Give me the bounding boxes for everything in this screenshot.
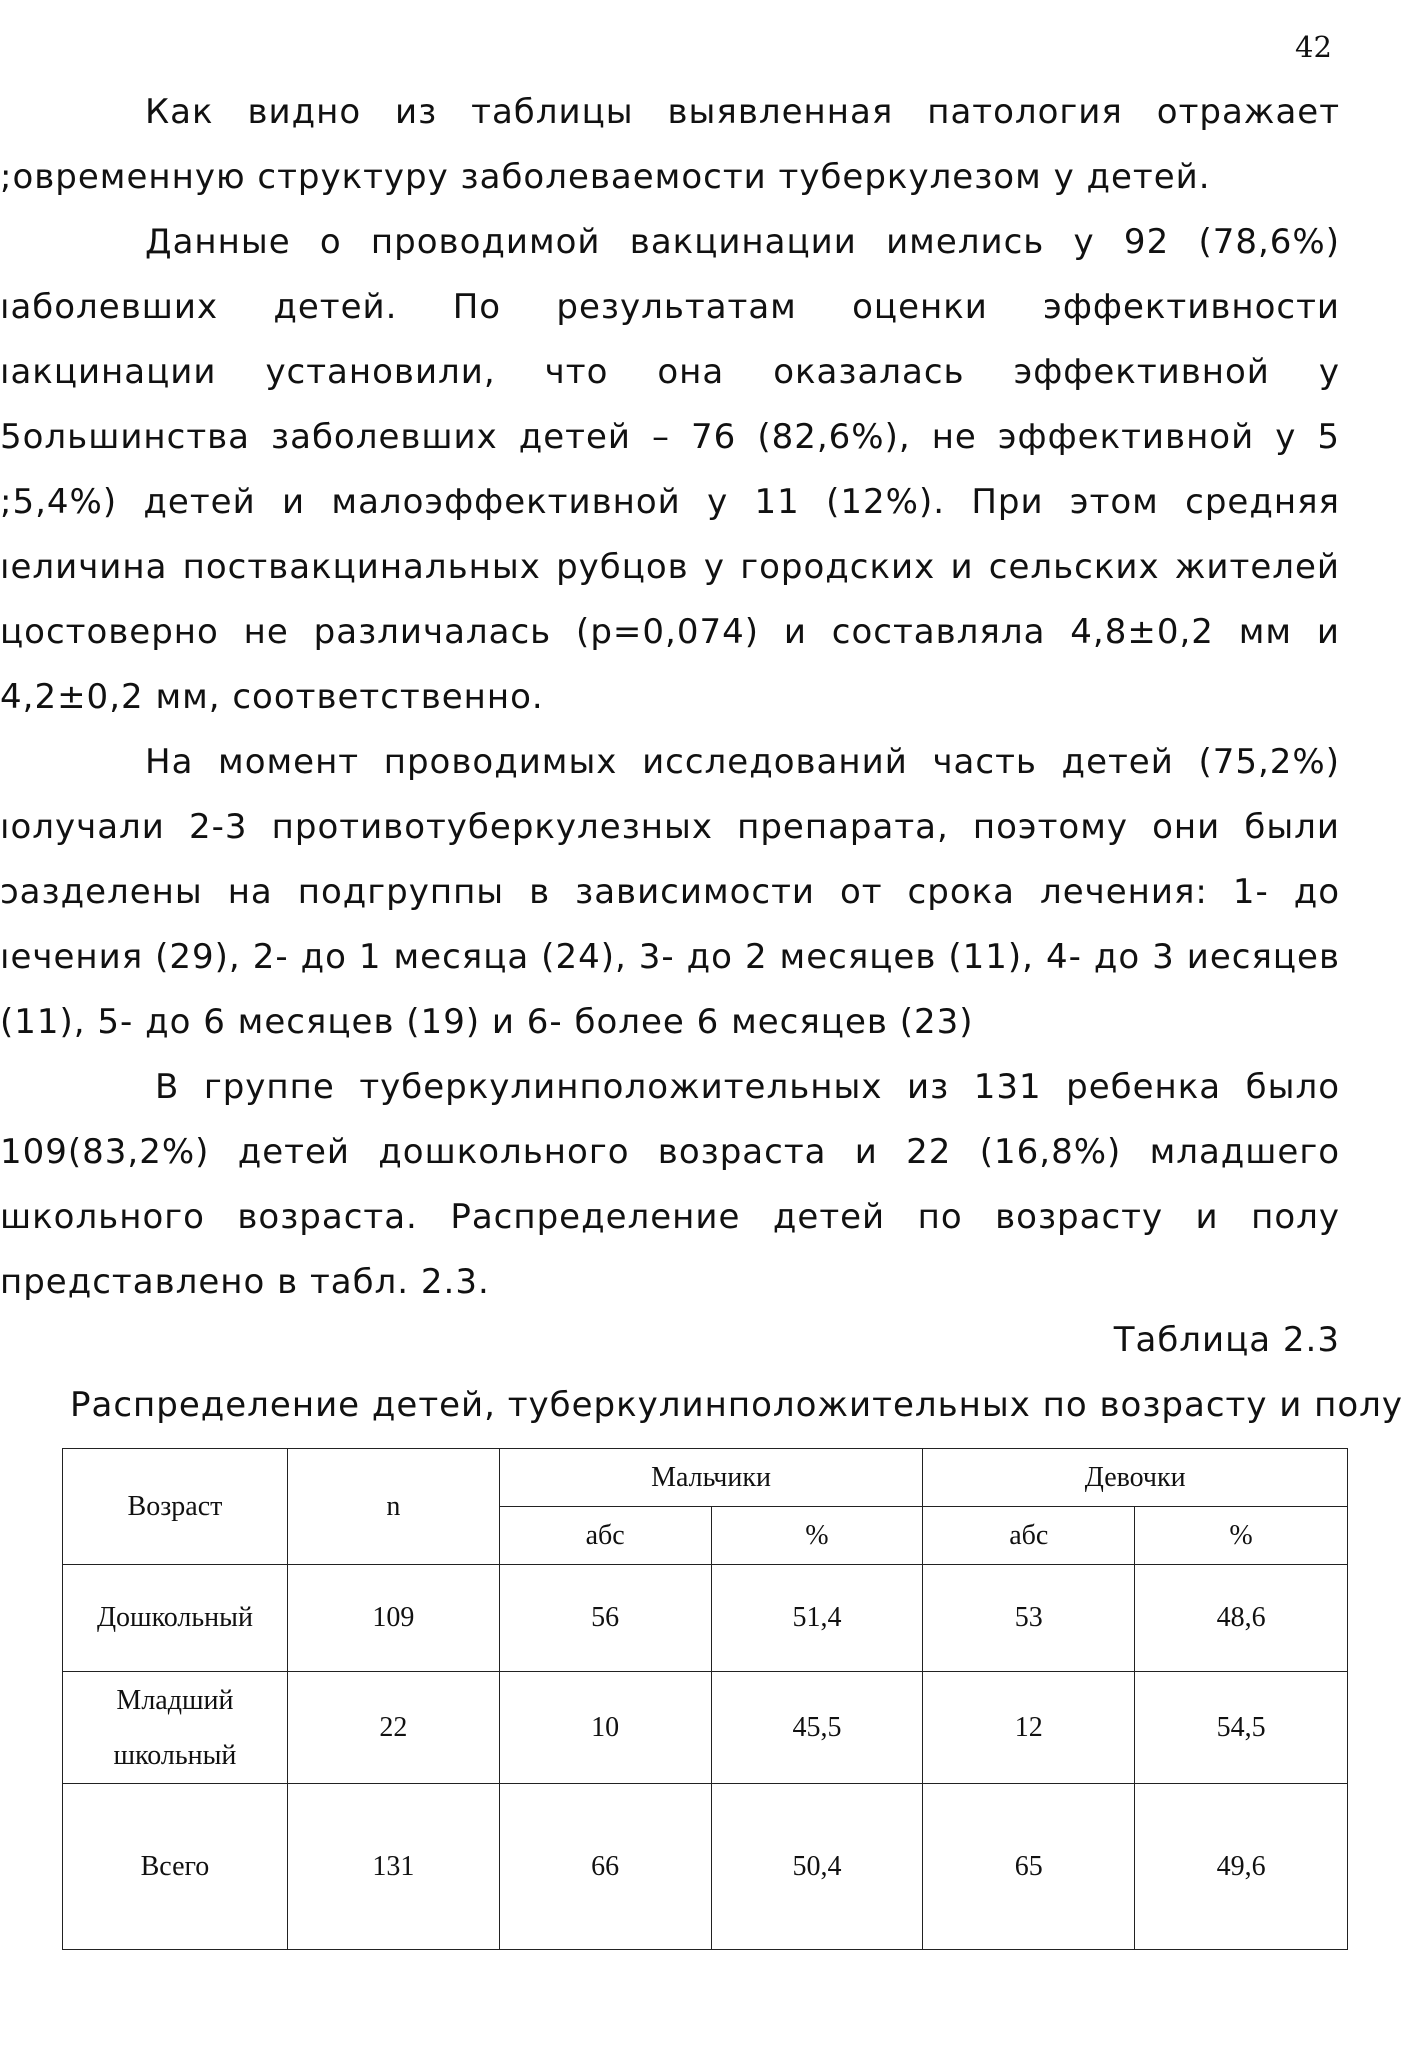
header-boys-pct: %	[711, 1507, 923, 1565]
table-number: Таблица 2.3	[1113, 1320, 1340, 1360]
table-row	[63, 1784, 1348, 1950]
header-boys-abs: абс	[499, 1507, 711, 1565]
table-row	[63, 1672, 1348, 1784]
data-table	[62, 1448, 1348, 1950]
cell-girls-abs: 12	[923, 1672, 1135, 1784]
cell-age: Дошкольный	[63, 1565, 288, 1672]
cell-boys-pct: 51,4	[711, 1565, 923, 1672]
paragraph-4: В группе туберкулинположительных из 131 ребенка было 109(83,2%) детей дошкольного возраста и 22 (16,8%) младшего школьного возраста. Распределение детей по возрасту и полу представлено в табл. 2.3.	[0, 1067, 1340, 1302]
cell-age-line1: Младший	[116, 1684, 234, 1716]
cell-boys-pct: 50,4	[711, 1784, 923, 1950]
table-title: Распределение детей, туберкулинположительных по возрасту и полу	[70, 1385, 1404, 1425]
cell-boys-abs: 56	[499, 1565, 711, 1672]
cell-girls-pct: 54,5	[1135, 1672, 1348, 1784]
header-age: Возраст	[63, 1449, 288, 1565]
body-text	[0, 80, 1340, 1315]
cell-n: 131	[287, 1784, 499, 1950]
cell-girls-pct: 48,6	[1135, 1565, 1348, 1672]
cell-age: Всего	[63, 1784, 288, 1950]
header-girls-pct: %	[1135, 1507, 1348, 1565]
table-row	[63, 1565, 1348, 1672]
paragraph-1: Как видно из таблицы выявленная патология отражает ;овременную структуру заболеваемости туберкулезом у детей.	[0, 92, 1340, 197]
page-number: 42	[1295, 30, 1332, 64]
cell-age-line2: школьный	[113, 1739, 237, 1771]
paragraph-2: Данные о проводимой вакцинации имелись у 92 (78,6%) ıаболевших детей. По результатам оценки эффективности ıакцинации установили, что она оказалась эффективной у 5ольшинства заболевших детей – 76 (82,6%), не эффективной у 5 ;5,4%) детей и малоэффективной у 11 (12%). При этом средняя ıеличина поствакцинальных рубцов у городских и сельских жителей цостоверно не различалась (р=0,074) и составляла 4,8±0,2 мм и 4,2±0,2 мм, соответственно.	[0, 222, 1340, 717]
header-girls-abs: абс	[923, 1507, 1135, 1565]
cell-n: 109	[287, 1565, 499, 1672]
cell-boys-abs: 10	[499, 1672, 711, 1784]
cell-boys-abs: 66	[499, 1784, 711, 1950]
header-girls: Девочки	[923, 1449, 1348, 1507]
cell-girls-abs: 65	[923, 1784, 1135, 1950]
cell-girls-abs: 53	[923, 1565, 1135, 1672]
cell-age	[63, 1672, 288, 1784]
table-header-row	[63, 1449, 1348, 1507]
cell-n: 22	[287, 1672, 499, 1784]
header-boys: Мальчики	[499, 1449, 923, 1507]
paragraph-3: На момент проводимых исследований часть детей (75,2%) ıолучали 2-3 противотуберкулезных препарата, поэтому они были ɔазделены на подгруппы в зависимости от срока лечения: 1- до ıечения (29), 2- до 1 месяца (24), 3- до 2 месяцев (11), 4- до 3 иесяцев (11), 5- до 6 месяцев (19) и 6- более 6 месяцев (23)	[0, 742, 1340, 1042]
header-n: n	[287, 1449, 499, 1565]
cell-girls-pct: 49,6	[1135, 1784, 1348, 1950]
cell-boys-pct: 45,5	[711, 1672, 923, 1784]
